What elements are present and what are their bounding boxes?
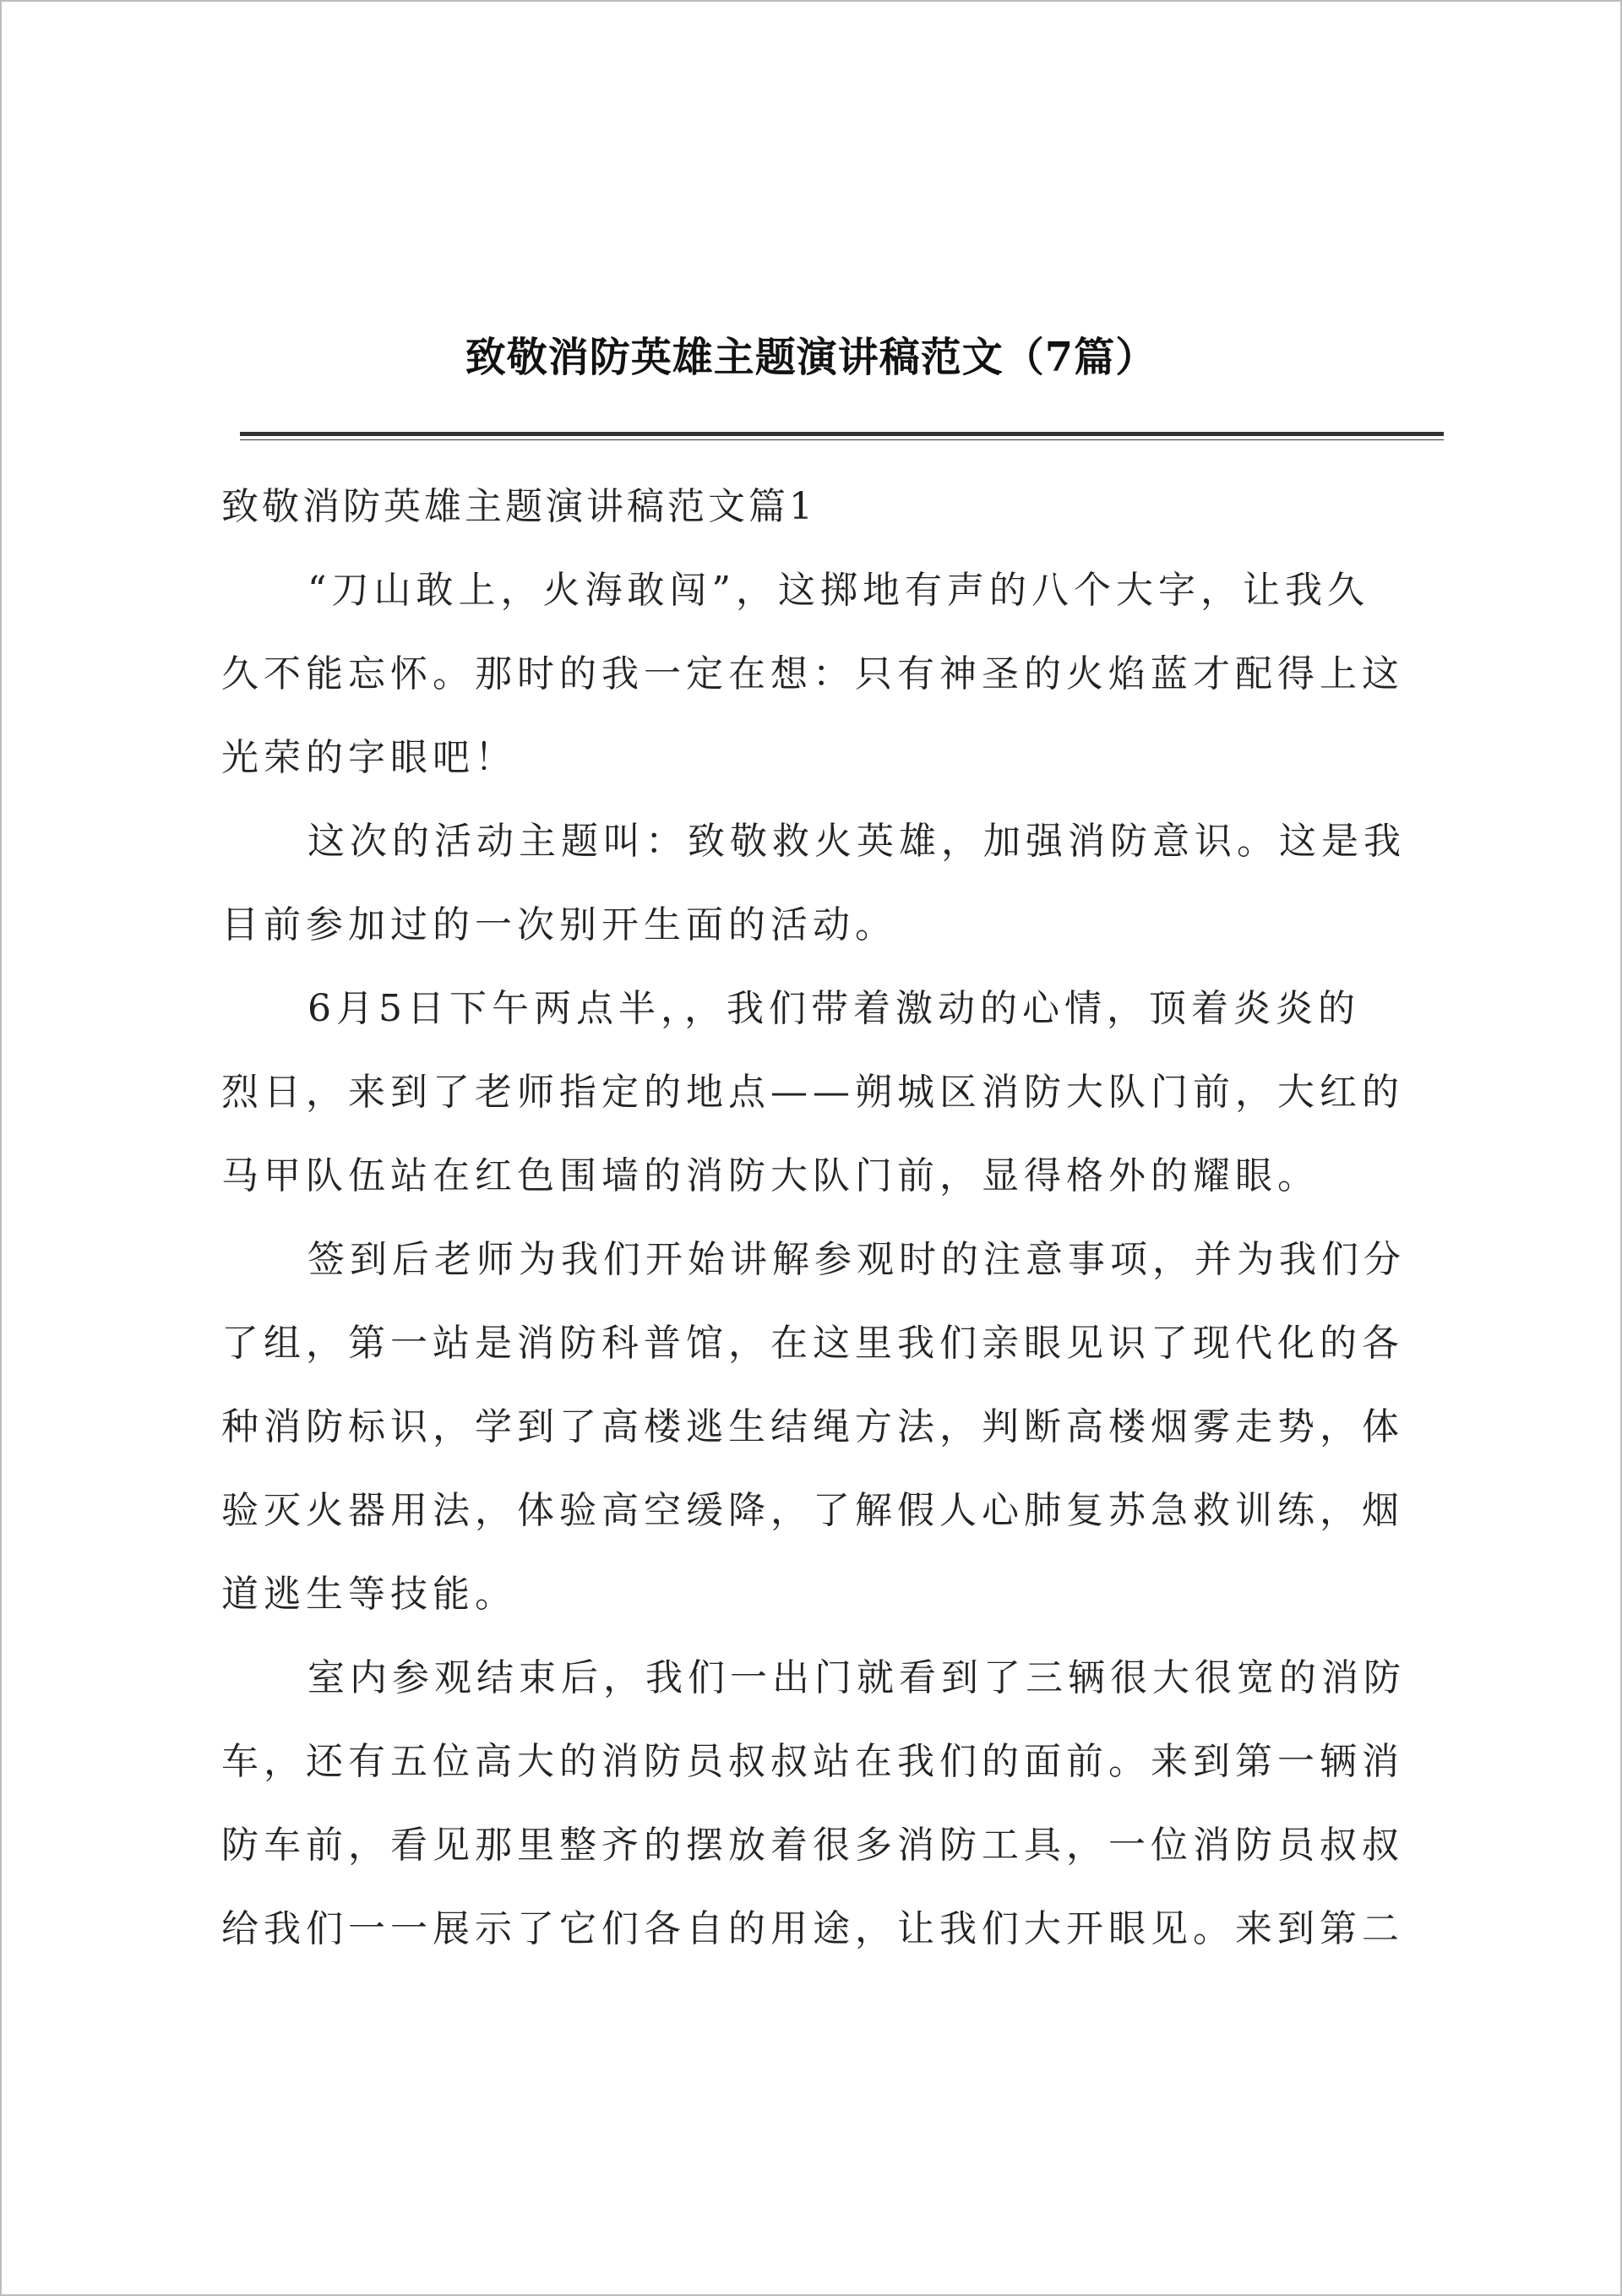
paragraph-line: 室内参观结束后，我们一出门就看到了三辆很大很宽的消防: [308, 1656, 1406, 1699]
section-heading: 致敬消防英雄主题演讲稿范文篇1: [221, 485, 816, 528]
paragraph-line: 目前参加过的一次别开生面的活动。: [221, 903, 897, 946]
paragraph-line: 光荣的字眼吧！: [221, 736, 517, 779]
paragraph-line: 久不能忘怀。那时的我一定在想：只有神圣的火焰蓝才配得上这: [221, 652, 1404, 695]
document-body: [221, 465, 1438, 1971]
paragraph-line: 防车前，看见那里整齐的摆放着很多消防工具，一位消防员叔叔: [221, 1824, 1404, 1867]
paragraph-line: 6月5日下午两点半，，我们带着激动的心情，顶着炎炎的: [308, 987, 1360, 1030]
paragraph-line: 给我们一一展示了它们各自的用途，让我们大开眼见。来到第二: [221, 1907, 1404, 1950]
title-divider-thin: [240, 439, 1444, 440]
paragraph-line: 烈日，来到了老师指定的地点——朔城区消防大队门前，大红的: [221, 1071, 1404, 1114]
paragraph-line: “刀山敢上，火海敢闯”，这掷地有声的八个大字，让我久: [308, 569, 1369, 612]
paragraph-line: 马甲队伍站在红色围墙的消防大队门前，显得格外的耀眼。: [221, 1154, 1320, 1197]
paragraph-line: 种消防标识，学到了高楼逃生结绳方法，判断高楼烟雾走势，体: [221, 1405, 1404, 1448]
document-title: 致敬消防英雄主题演讲稿范文（7篇）: [465, 334, 1157, 381]
paragraph-line: 签到后老师为我们开始讲解参观时的注意事项，并为我们分: [308, 1238, 1406, 1281]
paragraph-line: 验灭火器用法，体验高空缓降，了解假人心肺复苏急救训练，烟: [221, 1489, 1404, 1532]
paragraph-line: 这次的活动主题叫：致敬救火英雄，加强消防意识。这是我: [308, 820, 1406, 863]
paragraph-line: 车，还有五位高大的消防员叔叔站在我们的面前。来到第一辆消: [221, 1740, 1404, 1783]
paragraph-line: 了组，第一站是消防科普馆，在这里我们亲眼见识了现代化的各: [221, 1322, 1404, 1365]
paragraph-line: 道逃生等技能。: [221, 1573, 517, 1616]
title-divider-thick: [240, 432, 1444, 436]
